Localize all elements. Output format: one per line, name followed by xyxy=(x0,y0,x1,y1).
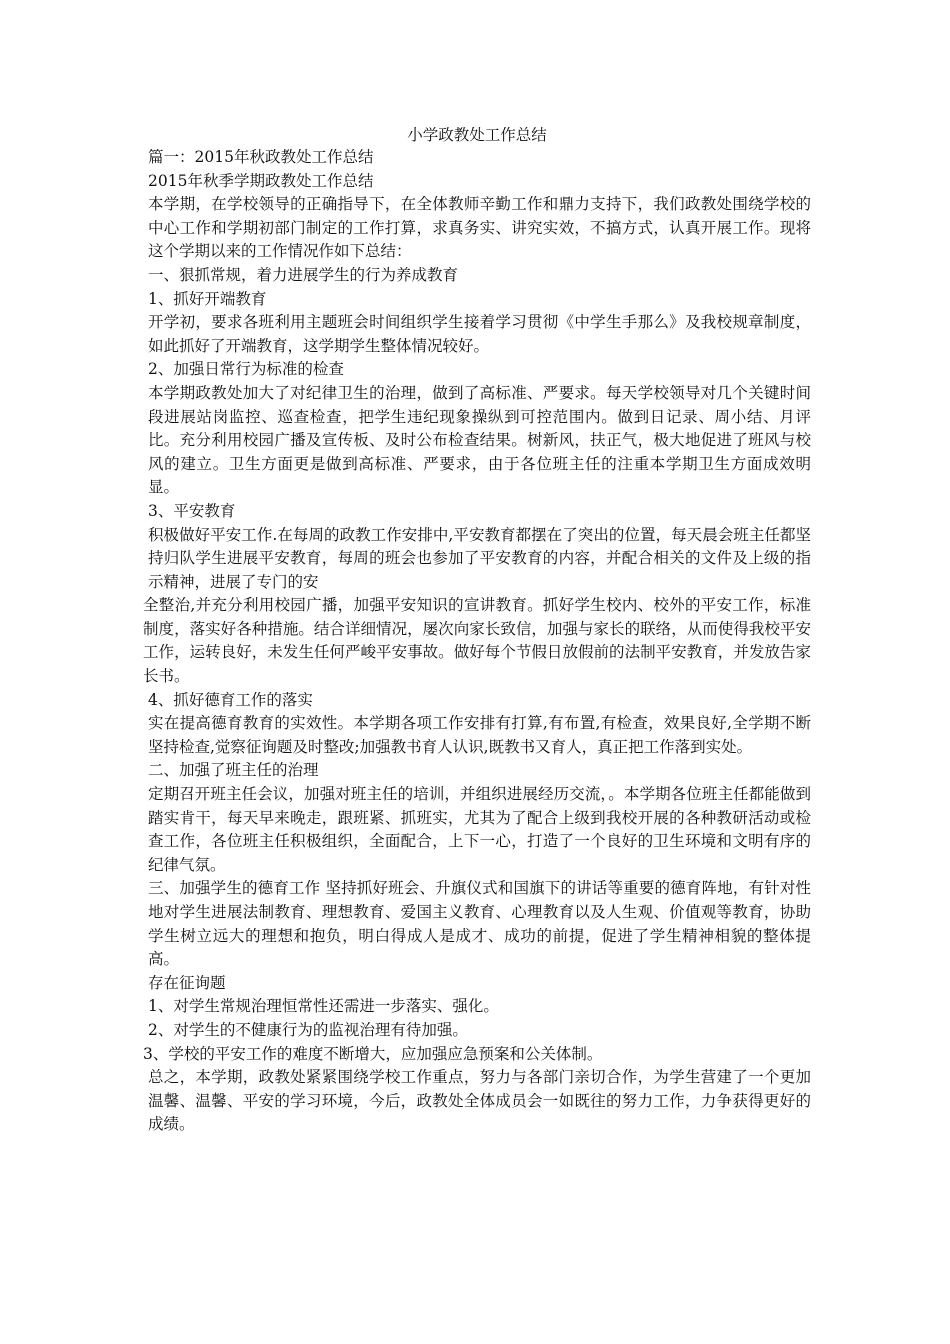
paragraph: 全整治,并充分利用校园广播，加强平安知识的宣讲教育。抓好学生校内、校外的平安工作，标准制度，落实好各种措施。结合详细情况，屡次向家长致信，加强与家长的联络，从而使得我校平安工作，运转良好，未发生任何严峻平安事故。做好每个节假日放假前的法制平安教育，并发放告家长书。 xyxy=(143,596,811,686)
document-title: 小学政教处工作总结 xyxy=(407,126,547,144)
paragraph: 总之，本学期，政教处紧紧围绕学校工作重点，努力与各部门亲切合作，为学生营建了一个更加温馨、温馨、平安的学习环境，今后，政教处全体成员会一如既往的努力工作，力争获得更好的成绩。 xyxy=(148,1068,811,1134)
paragraph: 2015年秋季学期政教处工作总结 xyxy=(148,171,374,190)
paragraph: 开学初，要求各班利用主题班会时间组织学生接着学习贯彻《中学生手那么》及我校规章制度，如此抓好了开端教育，这学期学生整体情况较好。 xyxy=(148,313,811,355)
paragraph: 篇一：2015年秋政教处工作总结 xyxy=(148,148,374,166)
paragraph: 定期召开班主任会议，加强对班主任的培训，并组织进展经历交流，。本学期各位班主任都能做到踏实肯干，每天早来晚走，跟班紧、抓班实，尤其为了配合上级到我校开展的各种教研活动或检查工作，各位班主任积极组织，全面配合，上下一心，打造了一个良好的卫生环境和文明有序的纪律气氛。 xyxy=(148,785,811,874)
paragraph: 三、加强学生的德育工作 坚持抓好班会、升旗仪式和国旗下的讲话等重要的德育阵地，有针对性地对学生进展法制教育、理想教育、爱国主义教育、心理教育以及人生观、价值观等教育，协助学生树立远大的理想和抱负，明白得成人是成才、成功的前提，促进了学生精神相貌的整体提高。 xyxy=(148,879,811,969)
paragraph: 一、狠抓常规，着力进展学生的行为养成教育 xyxy=(148,265,459,284)
paragraph-list xyxy=(143,146,811,1137)
paragraph: 存在征询题 xyxy=(148,973,226,992)
paragraph: 二、加强了班主任的治理 xyxy=(148,761,319,780)
paragraph: 1、抓好开端教育 xyxy=(148,289,267,308)
paragraph: 实在提高德育教育的实效性。本学期各项工作安排有打算,有布置,有检查，效果良好,全学期不断坚持检查,觉察征询题及时整改;加强教书育人认识,既教书又育人，真正把工作落到实处。 xyxy=(148,714,811,756)
paragraph: 2、对学生的不健康行为的监视治理有待加强。 xyxy=(148,1020,468,1039)
paragraph: 本学期政教处加大了对纪律卫生的治理，做到了高标准、严要求。每天学校领导对几个关键时间段进展站岗监控、巡查检查，把学生违纪现象操纵到可控范围内。做到日记录、周小结、月评比。充分利用校园广播及宣传板、及时公布检查结果。树新风，扶正气，极大地促进了班风与校风的建立。卫生方面更是做到高标准、严要求，由于各位班主任的注重本学期卫生方面成效明显。 xyxy=(148,383,811,497)
paragraph: 4、抓好德育工作的落实 xyxy=(148,690,313,709)
paragraph: 积极做好平安工作.在每周的政教工作安排中,平安教育都摆在了突出的位置，每天晨会班主任都坚持归队学生进展平安教育，每周的班会也参加了平安教育的内容，并配合相关的文件及上级的指示精神，进展了专门的安 xyxy=(148,525,811,591)
paragraph: 3、平安教育 xyxy=(148,501,236,520)
document-body xyxy=(143,120,811,1137)
paragraph: 1、对学生常规治理恒常性还需进一步落实、强化。 xyxy=(148,997,499,1016)
paragraph: 2、加强日常行为标准的检查 xyxy=(148,360,344,379)
paragraph: 本学期，在学校领导的正确指导下，在全体教师辛勤工作和鼎力支持下，我们政教处围绕学校的中心工作和学期初部门制定的工作打算，求真务实、讲究实效，不搞方式，认真开展工作。现将这个学期以来的工作情况作如下总结： xyxy=(148,195,811,261)
paragraph: 3、学校的平安工作的难度不断增大，应加强应急预案和公关体制。 xyxy=(143,1044,603,1063)
